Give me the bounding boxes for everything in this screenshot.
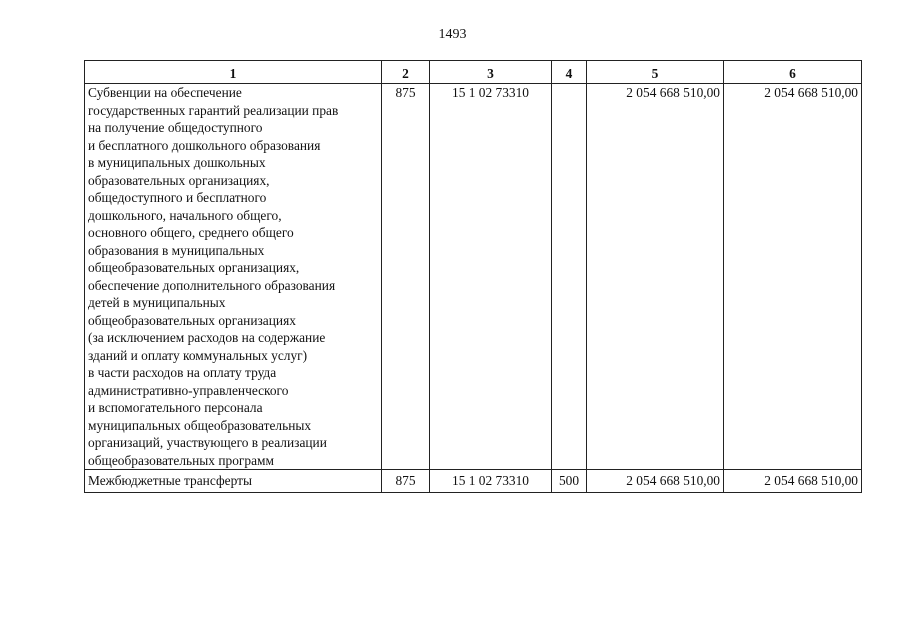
row-col-3: 15 1 02 73310 xyxy=(430,470,552,493)
table-row xyxy=(85,84,862,470)
row-col-6: 2 054 668 510,00 xyxy=(724,470,862,493)
header-col-2: 2 xyxy=(382,61,430,84)
row-col-4: 500 xyxy=(552,470,587,493)
header-col-1: 1 xyxy=(85,61,382,84)
header-col-6: 6 xyxy=(724,61,862,84)
row-col-2: 875 xyxy=(382,470,430,493)
header-col-3: 3 xyxy=(430,61,552,84)
row-name: Субвенции на обеспечение государственных гарантий реализации прав на получение общедоступного и бесплатного дошкольного образования в муниципальных дошкольных образовательных организациях, общедоступного и бесплатного дошкольного, начального общего, основного общего, среднего общего образования в муниципальных общеобразовательных организациях, обеспечение дополнительного образования детей в муниципальных общеобразовательных организациях (за исключением расходов на содержание зданий и оплату коммунальных услуг) в части расходов на оплату труда административно-управленческого и вспомогательного персонала муниципальных общеобразовательных организаций, участвующего в реализации общеобразовательных программ xyxy=(85,84,382,470)
budget-table xyxy=(84,60,862,493)
page-number: 1493 xyxy=(438,27,467,42)
header-col-4: 4 xyxy=(552,61,587,84)
row-name: Межбюджетные трансферты xyxy=(85,470,382,493)
row-col-4 xyxy=(552,84,587,470)
header-col-5: 5 xyxy=(587,61,724,84)
row-col-3: 15 1 02 73310 xyxy=(430,84,552,470)
table-header-row xyxy=(85,61,862,84)
row-col-5: 2 054 668 510,00 xyxy=(587,84,724,470)
table-row xyxy=(85,470,862,493)
row-col-6: 2 054 668 510,00 xyxy=(724,84,862,470)
row-col-2: 875 xyxy=(382,84,430,470)
row-col-5: 2 054 668 510,00 xyxy=(587,470,724,493)
